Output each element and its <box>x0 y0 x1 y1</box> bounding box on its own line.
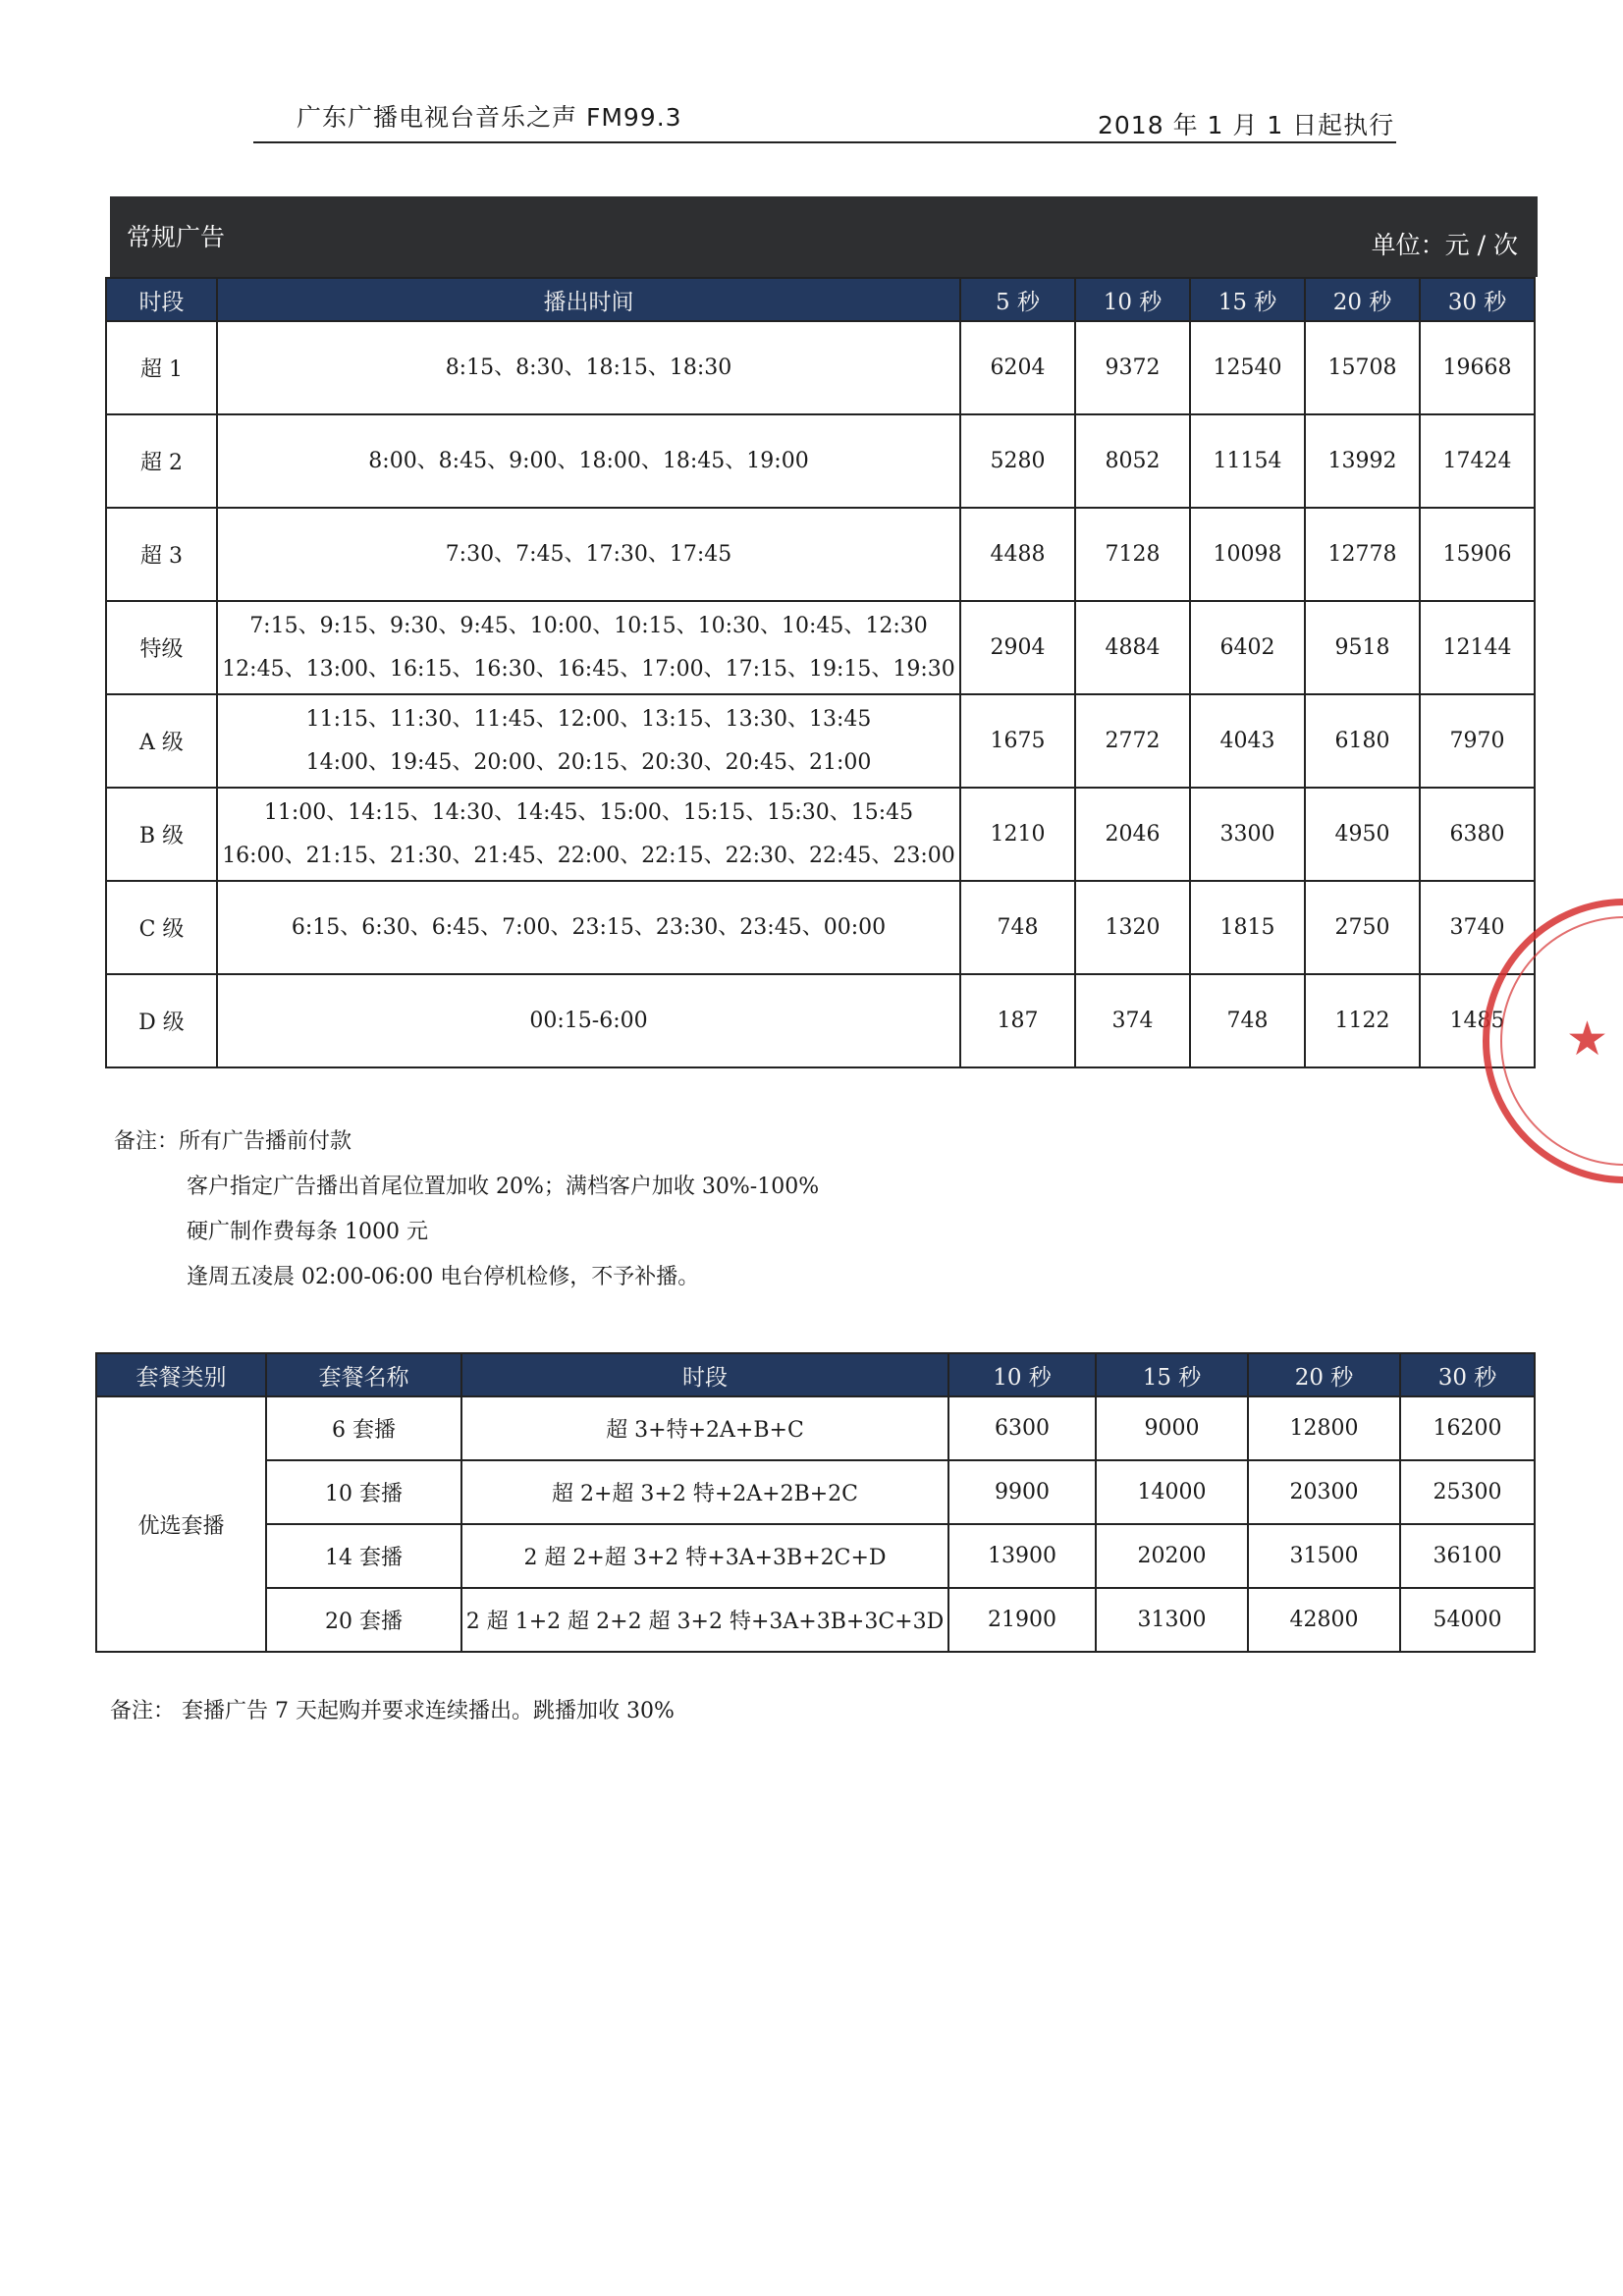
table-row <box>106 414 1535 508</box>
table-row <box>96 1588 1535 1652</box>
air-time-line: 11:15、11:30、11:45、12:00、13:15、13:30、13:45 <box>305 706 872 732</box>
col-header-20s: 20 秒 <box>1248 1353 1400 1396</box>
col-header-level: 时段 <box>106 278 217 321</box>
air-time-line: 00:15-6:00 <box>529 1008 648 1033</box>
price-cell: 4488 <box>960 508 1075 601</box>
table-row <box>106 974 1535 1067</box>
price-cell: 5280 <box>960 414 1075 508</box>
price-cell: 748 <box>960 881 1075 974</box>
price-cell: 19668 <box>1420 321 1535 414</box>
note-label: 备注： <box>114 1129 180 1154</box>
table-row <box>106 788 1535 881</box>
price-cell: 54000 <box>1400 1588 1535 1652</box>
note-line: 逢周五凌晨 02:00-06:00 电台停机检修，不予补播。 <box>187 1265 700 1289</box>
price-cell: 12800 <box>1248 1396 1400 1460</box>
price-cell: 42800 <box>1248 1588 1400 1652</box>
price-cell: 4884 <box>1075 601 1190 694</box>
price-cell: 2772 <box>1075 694 1190 788</box>
seal-star-icon: ★ <box>1566 1011 1609 1066</box>
price-cell: 20300 <box>1248 1460 1400 1524</box>
table-row <box>96 1460 1535 1524</box>
table-row <box>106 694 1535 788</box>
price-cell: 4043 <box>1190 694 1305 788</box>
price-cell: 13900 <box>948 1524 1096 1588</box>
price-cell: 1122 <box>1305 974 1420 1067</box>
air-time-cell <box>217 601 960 694</box>
level-cell: 超 3 <box>106 508 217 601</box>
price-cell: 6180 <box>1305 694 1420 788</box>
price-cell: 2750 <box>1305 881 1420 974</box>
price-cell: 36100 <box>1400 1524 1535 1588</box>
air-time-line: 16:00、21:15、21:30、21:45、22:00、22:15、22:30、22:45、23:00 <box>222 843 955 868</box>
package-name-cell: 14 套播 <box>266 1524 461 1588</box>
table-row <box>96 1396 1535 1460</box>
unit-label: 单位：元 / 次 <box>1371 231 1518 259</box>
table-row <box>106 321 1535 414</box>
air-time-line: 8:00、8:45、9:00、18:00、18:45、19:00 <box>368 448 809 473</box>
price-cell: 15708 <box>1305 321 1420 414</box>
price-cell: 2904 <box>960 601 1075 694</box>
price-cell: 6204 <box>960 321 1075 414</box>
package-segment-cell: 2 超 1+2 超 2+2 超 3+2 特+3A+3B+3C+3D <box>461 1588 948 1652</box>
price-cell: 9518 <box>1305 601 1420 694</box>
level-cell: D 级 <box>106 974 217 1067</box>
price-cell: 31300 <box>1096 1588 1248 1652</box>
col-header-10s: 10 秒 <box>948 1353 1096 1396</box>
price-cell: 6300 <box>948 1396 1096 1460</box>
note-line: 硬广制作费每条 1000 元 <box>187 1220 428 1244</box>
col-header-air-time: 播出时间 <box>217 278 960 321</box>
col-header-30s: 30 秒 <box>1400 1353 1535 1396</box>
col-header-package-name: 套餐名称 <box>266 1353 461 1396</box>
air-time-line: 11:00、14:15、14:30、14:45、15:00、15:15、15:30、15:45 <box>263 799 914 825</box>
price-cell: 374 <box>1075 974 1190 1067</box>
price-cell: 13992 <box>1305 414 1420 508</box>
price-cell: 1210 <box>960 788 1075 881</box>
price-cell: 25300 <box>1400 1460 1535 1524</box>
price-cell: 3300 <box>1190 788 1305 881</box>
price-cell: 3740 <box>1420 881 1535 974</box>
price-cell: 14000 <box>1096 1460 1248 1524</box>
price-cell: 1675 <box>960 694 1075 788</box>
price-cell: 187 <box>960 974 1075 1067</box>
note-line <box>114 1120 819 1165</box>
price-cell: 31500 <box>1248 1524 1400 1588</box>
package-segment-cell: 超 3+特+2A+B+C <box>461 1396 948 1460</box>
table-row <box>106 881 1535 974</box>
package-rate-table <box>95 1352 1536 1653</box>
price-cell: 16200 <box>1400 1396 1535 1460</box>
level-cell: 超 2 <box>106 414 217 508</box>
air-time-cell <box>217 974 960 1067</box>
price-cell: 1320 <box>1075 881 1190 974</box>
price-cell: 11154 <box>1190 414 1305 508</box>
price-cell: 2046 <box>1075 788 1190 881</box>
air-time-cell <box>217 321 960 414</box>
level-cell: 特级 <box>106 601 217 694</box>
page-header-right: 2018 年 1 月 1 日起执行 <box>1098 111 1395 139</box>
regular-ad-rate-table <box>105 277 1536 1068</box>
package-name-cell: 6 套播 <box>266 1396 461 1460</box>
col-header-20s: 20 秒 <box>1305 278 1420 321</box>
level-cell: B 级 <box>106 788 217 881</box>
col-header-15s: 15 秒 <box>1190 278 1305 321</box>
page-header-left: 广东广播电视台音乐之声 FM99.3 <box>297 103 682 132</box>
regular-ad-title: 常规广告 <box>127 223 226 251</box>
price-cell: 4950 <box>1305 788 1420 881</box>
header-divider <box>253 141 1396 143</box>
price-cell: 7970 <box>1420 694 1535 788</box>
price-cell: 9372 <box>1075 321 1190 414</box>
price-cell: 12778 <box>1305 508 1420 601</box>
table-row <box>106 508 1535 601</box>
col-header-category: 套餐类别 <box>96 1353 266 1396</box>
package-table-header-row <box>96 1353 1535 1396</box>
price-cell: 1485 <box>1420 974 1535 1067</box>
price-cell: 15906 <box>1420 508 1535 601</box>
price-cell: 10098 <box>1190 508 1305 601</box>
regular-ad-title-band <box>110 196 1538 277</box>
price-cell: 17424 <box>1420 414 1535 508</box>
price-cell: 9900 <box>948 1460 1096 1524</box>
package-segment-cell: 超 2+超 3+2 特+2A+2B+2C <box>461 1460 948 1524</box>
price-cell: 9000 <box>1096 1396 1248 1460</box>
package-name-cell: 20 套播 <box>266 1588 461 1652</box>
col-header-30s: 30 秒 <box>1420 278 1535 321</box>
air-time-line: 12:45、13:00、16:15、16:30、16:45、17:00、17:15、19:15、19:30 <box>222 656 955 682</box>
air-time-line: 7:15、9:15、9:30、9:45、10:00、10:15、10:30、10:45、12:30 <box>249 613 928 638</box>
price-cell: 6380 <box>1420 788 1535 881</box>
col-header-10s: 10 秒 <box>1075 278 1190 321</box>
price-cell: 21900 <box>948 1588 1096 1652</box>
air-time-cell <box>217 414 960 508</box>
air-time-cell <box>217 788 960 881</box>
air-time-cell <box>217 508 960 601</box>
air-time-line: 14:00、19:45、20:00、20:15、20:30、20:45、21:00 <box>305 749 872 775</box>
price-cell: 1815 <box>1190 881 1305 974</box>
col-header-segment: 时段 <box>461 1353 948 1396</box>
level-cell: C 级 <box>106 881 217 974</box>
air-time-line: 7:30、7:45、17:30、17:45 <box>445 541 732 567</box>
package-category-cell: 优选套播 <box>96 1396 266 1652</box>
level-cell: 超 1 <box>106 321 217 414</box>
note-text: 所有广告播前付款 <box>179 1129 352 1154</box>
col-header-15s: 15 秒 <box>1096 1353 1248 1396</box>
price-cell: 7128 <box>1075 508 1190 601</box>
package-note: 备注： 套播广告 7 天起购并要求连续播出。跳播加收 30% <box>110 1699 675 1723</box>
price-cell: 748 <box>1190 974 1305 1067</box>
level-cell: A 级 <box>106 694 217 788</box>
regular-notes <box>114 1120 819 1300</box>
package-name-cell: 10 套播 <box>266 1460 461 1524</box>
note-line: 客户指定广告播出首尾位置加收 20%；满档客户加收 30%-100% <box>187 1175 820 1199</box>
price-cell: 12144 <box>1420 601 1535 694</box>
regular-table-header-row <box>106 278 1535 321</box>
price-cell: 20200 <box>1096 1524 1248 1588</box>
price-cell: 6402 <box>1190 601 1305 694</box>
air-time-cell <box>217 881 960 974</box>
package-segment-cell: 2 超 2+超 3+2 特+3A+3B+2C+D <box>461 1524 948 1588</box>
table-row <box>96 1524 1535 1588</box>
table-row <box>106 601 1535 694</box>
air-time-cell <box>217 694 960 788</box>
air-time-line: 8:15、8:30、18:15、18:30 <box>445 355 732 380</box>
price-cell: 12540 <box>1190 321 1305 414</box>
air-time-line: 6:15、6:30、6:45、7:00、23:15、23:30、23:45、00:00 <box>291 914 887 940</box>
price-cell: 8052 <box>1075 414 1190 508</box>
col-header-5s: 5 秒 <box>960 278 1075 321</box>
